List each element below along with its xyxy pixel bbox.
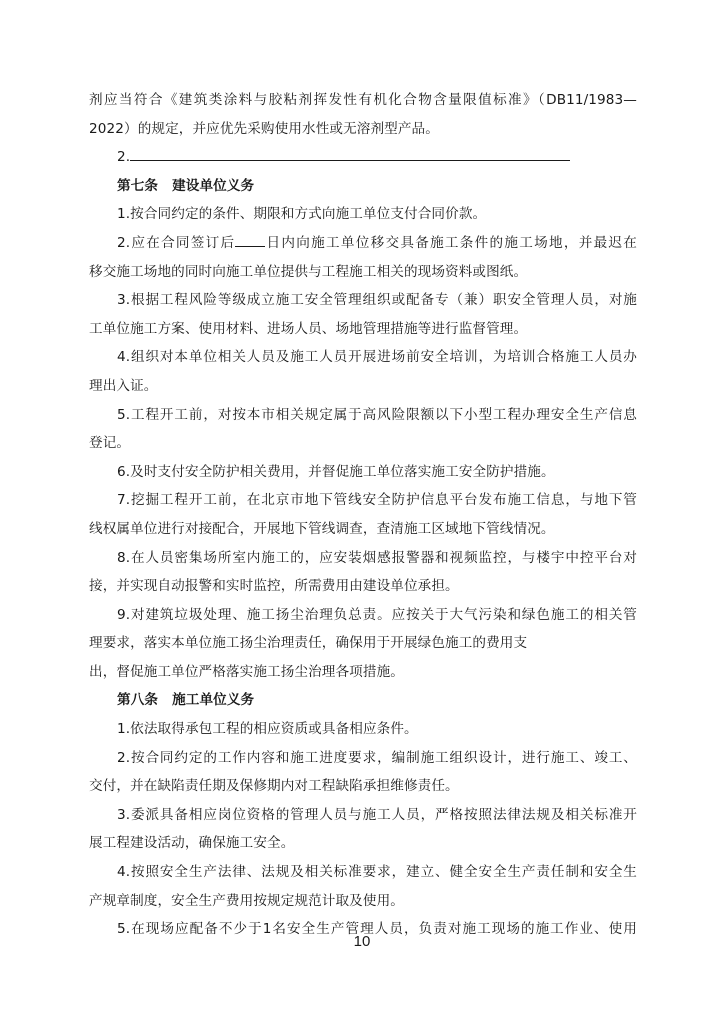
blank-item-2 bbox=[89, 143, 637, 172]
text-line: 工单位施工方案、使用材料、进场人员、场地管理措施等进行监督管理。 bbox=[89, 320, 528, 337]
text-line: 5.在现场应配备不少于1名安全生产管理人员，负责对施工现场的施工作业、使用 bbox=[117, 921, 637, 938]
text-line: 展工程建设活动，确保施工安全。 bbox=[89, 835, 295, 852]
text-line: 9.对建筑垃圾处理、施工扬尘治理负总责。应按关于大气污染和绿色施工的相关管 bbox=[117, 606, 637, 623]
text-line: 交付，并在缺陷责任期及保修期内对工程缺陷承担维修责任。 bbox=[89, 778, 459, 795]
text-line: 登记。 bbox=[89, 435, 131, 452]
text-line: 接，并实现自动报警和实时监控，所需费用由建设单位承担。 bbox=[89, 578, 459, 595]
article-8-heading bbox=[89, 686, 637, 715]
text-line: 8.在人员密集场所室内施工的，应安装烟感报警器和视频监控，与楼宇中控平台对 bbox=[117, 549, 637, 566]
text-line: 移交施工场地的同时向施工单位提供与工程施工相关的现场资料或图纸。 bbox=[89, 263, 528, 280]
text-line: 5.工程开工前，对按本市相关规定属于高风险限额以下小型工程办理安全生产信息 bbox=[117, 406, 637, 423]
text-line: 理出入证。 bbox=[89, 377, 158, 394]
text-line: 4.按照安全生产法律、法规及相关标准要求，建立、健全安全生产责任制和安全生 bbox=[117, 864, 637, 881]
document-body bbox=[89, 86, 637, 944]
text-line: 线权属单位进行对接配合，开展地下管线调查，查清施工区域地下管线情况。 bbox=[89, 520, 555, 537]
article-7-heading bbox=[89, 172, 637, 201]
text-line: 6.及时支付安全防护相关费用，并督促施工单位落实施工安全防护措施。 bbox=[117, 463, 555, 480]
fill-in-blank-line bbox=[130, 144, 570, 161]
fill-in-blank-days bbox=[235, 232, 265, 247]
text-line: 3.委派具备相应岗位资格的管理人员与施工人员，严格按照法律法规及相关标准开 bbox=[117, 806, 637, 823]
text-line: 7.挖掘工程开工前，在北京市地下管线安全防护信息平台发布施工信息，与地下管 bbox=[117, 492, 637, 509]
text-line: 剂应当符合《建筑类涂料与胶粘剂挥发性有机化合物含量限值标准》（DB11/1983— bbox=[89, 92, 637, 108]
page-number: 10 bbox=[353, 933, 371, 950]
article-number: 第七条 bbox=[117, 177, 159, 194]
article-title: 施工单位义务 bbox=[172, 692, 255, 709]
text-line: 2.应在合同签订后 日内向施工单位移交具备施工条件的施工场地，并最迟在 bbox=[89, 229, 637, 258]
text-line: 2022）的规定，并应优先采购使用水性或无溶剂型产品。 bbox=[89, 120, 439, 137]
article-title: 建设单位义务 bbox=[172, 177, 255, 194]
text-line: 1.按合同约定的条件、期限和方式向施工单位支付合同价款。 bbox=[117, 206, 487, 223]
text-line: 3.根据工程风险等级成立施工安全管理组织或配备专（兼）职安全管理人员，对施 bbox=[117, 292, 637, 309]
article-number: 第八条 bbox=[117, 692, 159, 709]
text-line: 2.按合同约定的工作内容和施工进度要求，编制施工组织设计，进行施工、竣工、 bbox=[117, 749, 637, 766]
text-line: 出，督促施工单位严格落实施工扬尘治理各项措施。 bbox=[89, 663, 404, 680]
text-line: 1.依法取得承包工程的相应资质或具备相应条件。 bbox=[117, 721, 418, 738]
text-line: 4.组织对本单位相关人员及施工人员开展进场前安全培训，为培训合格施工人员办 bbox=[117, 349, 637, 366]
text-line: 产规章制度，安全生产费用按规定规范计取及使用。 bbox=[89, 892, 404, 909]
text-line: 理要求，落实本单位施工扬尘治理责任，确保用于开展绿色施工的费用支 bbox=[89, 635, 528, 652]
item-number: 2. bbox=[117, 149, 131, 166]
